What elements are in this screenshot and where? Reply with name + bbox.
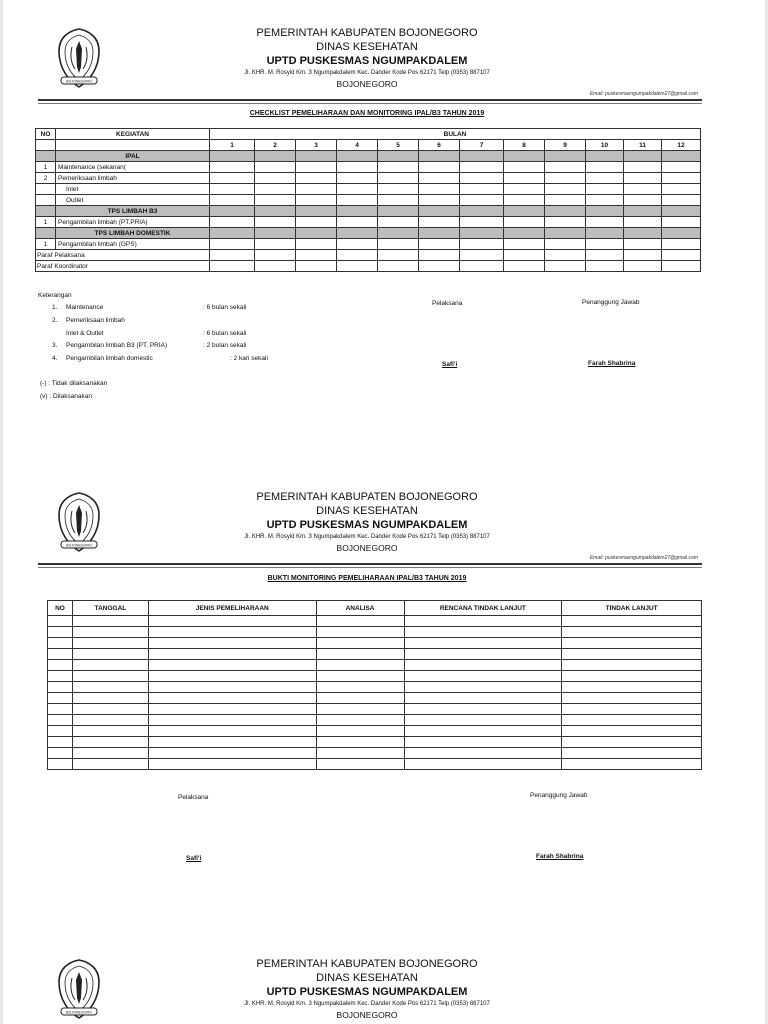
keterangan-value: : 2 bulan sekali xyxy=(203,342,247,349)
table-row xyxy=(48,682,702,693)
header-divider xyxy=(38,563,702,565)
signature-name-pelaksana: Safi'i xyxy=(442,361,458,368)
table-row xyxy=(48,759,702,770)
office-email: Email: puskesmasngumpakdalem27@gmail.com xyxy=(589,555,698,561)
checklist-row: Inlet xyxy=(36,184,701,195)
keterangan-value: : 6 bulan sekali xyxy=(203,330,247,337)
legend-done: (v) : Dilaksanakan xyxy=(40,393,93,400)
office-address: Jl. KHR. M. Rosyid Km. 3 Ngumpakdalem Kec. Dander Kode Pos 62171 Telp (0353) 887107 xyxy=(244,70,490,76)
svg-text:BOJONEGORO: BOJONEGORO xyxy=(66,1010,92,1015)
col-header: ANALISA xyxy=(316,601,404,616)
header-divider xyxy=(38,99,702,101)
svg-text:BOJONEGORO: BOJONEGORO xyxy=(66,543,92,548)
month-header: 4 xyxy=(337,140,378,151)
table-row xyxy=(48,715,702,726)
keterangan-num: 4. xyxy=(52,355,58,362)
monitoring-title: BUKTI MONITORING PEMELIHARAAN IPAL/B3 TAHUN 2019 xyxy=(267,575,467,582)
table-row xyxy=(48,726,702,737)
table-row xyxy=(48,693,702,704)
office-address: Jl. KHR. M. Rosyid Km. 3 Ngumpakdalem Kec. Dander Kode Pos 62171 Telp (0353) 887107 xyxy=(244,1001,490,1007)
keterangan-title: Keterangan xyxy=(38,292,72,299)
keterangan-value: : 2 kari sekali xyxy=(230,355,268,362)
checklist-row: 1 Maintenance (sekanan( xyxy=(36,162,701,173)
month-header: 7 xyxy=(460,140,504,151)
month-header: 9 xyxy=(545,140,586,151)
office-city: BOJONEGORO xyxy=(336,1010,398,1020)
keterangan-label: Maintenance xyxy=(66,304,104,311)
col-header: NO xyxy=(48,601,73,616)
col-header: JENIS PEMELIHARAAN xyxy=(148,601,316,616)
col-header: TANGGAL xyxy=(72,601,148,616)
signature-name-penanggung: Farah Shabrina xyxy=(536,853,584,860)
signature-name-pelaksana: Safi'i xyxy=(186,855,202,862)
dept-name: DINAS KESEHATAN xyxy=(316,972,418,984)
gov-name: PEMERINTAH KABUPATEN BOJONEGORO xyxy=(256,958,478,970)
month-header: 1 xyxy=(210,140,255,151)
checklist-row: Outlet xyxy=(36,195,701,206)
col-kegiatan-header: KEGIATAN xyxy=(56,129,210,140)
table-row xyxy=(48,660,702,671)
signature-role-pelaksana: Pelaksana xyxy=(432,300,463,307)
keterangan-num: 1. xyxy=(52,304,58,311)
col-bulan-header: BULAN xyxy=(210,129,701,140)
office-name: UPTD PUSKESMAS NGUMPAKDALEM xyxy=(266,519,468,531)
section-row-b3: TPS LIMBAH B3 xyxy=(36,206,701,217)
paraf-row: Paraf Pelaksana xyxy=(36,250,701,261)
gov-name: PEMERINTAH KABUPATEN BOJONEGORO xyxy=(256,491,478,503)
keterangan-value: : 6 bulan sekali xyxy=(203,304,247,311)
header-divider xyxy=(38,567,702,568)
section-row-ipal: IPAL xyxy=(36,151,701,162)
checklist-row: 1 Pengambilan limbah (PT.PRIA) xyxy=(36,217,701,228)
office-name: UPTD PUSKESMAS NGUMPAKDALEM xyxy=(266,986,468,998)
month-header: 2 xyxy=(255,140,296,151)
checklist-table xyxy=(35,128,701,272)
table-row xyxy=(48,638,702,649)
signature-role-penanggung: Penanggung Jawab xyxy=(582,299,640,306)
month-header: 8 xyxy=(504,140,545,151)
letterhead-3 xyxy=(0,958,768,1024)
office-email: Email: puskesmasngumpakdalem27@gmail.com xyxy=(589,91,698,97)
table-row xyxy=(48,627,702,638)
col-header: TINDAK LANJUT xyxy=(562,601,702,616)
table-row xyxy=(48,671,702,682)
month-header: 10 xyxy=(586,140,624,151)
month-header: 5 xyxy=(378,140,419,151)
keterangan-num: 2. xyxy=(52,317,58,324)
table-row xyxy=(48,748,702,759)
office-address: Jl. KHR. M. Rosyid Km. 3 Ngumpakdalem Kec. Dander Kode Pos 62171 Telp (0353) 887107 xyxy=(244,534,490,540)
table-row xyxy=(48,649,702,660)
keterangan-label: Pengambilan limbah B3 (PT. PRIA) xyxy=(66,342,168,349)
signature-name-penanggung: Farah Shabrina xyxy=(588,360,636,367)
office-city: BOJONEGORO xyxy=(336,79,398,89)
checklist-row: 2 Pemeriksaan limbah xyxy=(36,173,701,184)
monitoring-table xyxy=(47,600,702,770)
month-header: 11 xyxy=(624,140,662,151)
col-header: RENCANA TINDAK LANJUT xyxy=(404,601,562,616)
signature-role-pelaksana: Pelaksana xyxy=(178,794,209,801)
signature-role-penanggung: Penanggung Jawab xyxy=(530,792,588,799)
keterangan-label: Pemeriksaan limbah xyxy=(66,317,125,324)
keterangan-num: 3. xyxy=(52,342,58,349)
keterangan-label: Inlet & Outlet xyxy=(66,330,104,337)
month-header: 6 xyxy=(419,140,460,151)
office-name: UPTD PUSKESMAS NGUMPAKDALEM xyxy=(266,55,468,67)
checklist-title: CHECKLIST PEMELIHARAAN DAN MONITORING IPAL/B3 TAHUN 2019 xyxy=(249,110,485,117)
table-row xyxy=(48,737,702,748)
checklist-row: 1 Pengambilan limbah (GPS) xyxy=(36,239,701,250)
legend-not-done: (-) : Tidak dilaksanakan xyxy=(40,380,108,387)
office-city: BOJONEGORO xyxy=(336,543,398,553)
month-header: 12 xyxy=(662,140,701,151)
section-row-domestik: TPS LIMBAH DOMESTIK xyxy=(36,228,701,239)
header-divider xyxy=(38,103,702,104)
table-row xyxy=(48,616,702,627)
table-row xyxy=(48,704,702,715)
dept-name: DINAS KESEHATAN xyxy=(316,505,418,517)
col-no-header: NO xyxy=(36,129,56,140)
paraf-row: Paraf Koordinator xyxy=(36,261,701,272)
gov-name: PEMERINTAH KABUPATEN BOJONEGORO xyxy=(256,27,478,39)
svg-text:BOJONEGORO: BOJONEGORO xyxy=(66,79,92,84)
dept-name: DINAS KESEHATAN xyxy=(316,41,418,53)
month-header: 3 xyxy=(296,140,337,151)
keterangan-label: Pengambilan limbah domestic xyxy=(66,355,153,362)
